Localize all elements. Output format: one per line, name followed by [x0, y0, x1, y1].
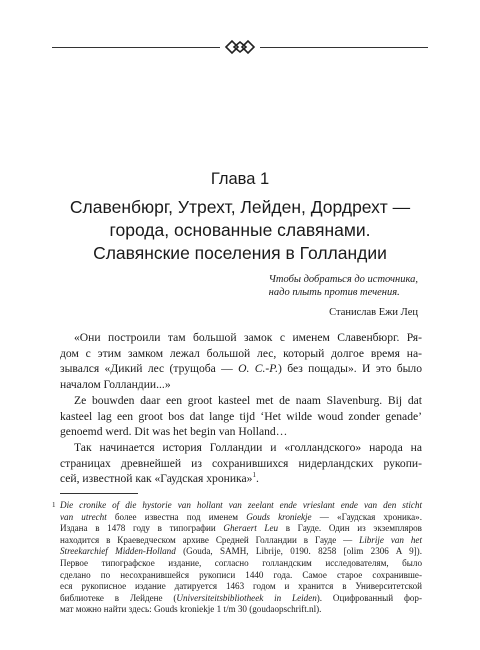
- footnote-line: мат можно найти здесь: Gouds kroniekje 1 t/m 30 (goudaopschrift.nl).: [60, 604, 322, 615]
- footnote-reference[interactable]: 1: [252, 471, 256, 480]
- footnote-line: Streekarchief Midden-Holland (Gouda, SAMH, Librije, 0190. 8258 [olim 2306 A 9]).: [60, 546, 422, 557]
- chapter-title-line: Славенбюрг, Утрехт, Лейден, Дордрехт —: [69, 197, 411, 217]
- footnote-line: Издана в 1478 году в типографии Gheraert Leu в Гауде. Один из экземпляров: [60, 523, 422, 534]
- text-line: началом Голландии...»: [60, 377, 171, 391]
- footnote-line: сделано по несохранившейся рукописи 1440 года. Самое старое сохранивше-: [60, 569, 422, 580]
- footnote-mark: 1: [52, 501, 56, 509]
- text-line: зывался «Дикий лес (трущоба — О. С.-Р.) без пощады». И это было: [60, 362, 422, 376]
- epigraph: [269, 273, 418, 299]
- text-line: дом с этим замком лежал большой лес, который долгое время на-: [60, 346, 422, 360]
- footnote-line: еся рукописное издание датируется 1463 годом и хранится в Университетской: [60, 581, 422, 592]
- paragraph-quote-dutch: [60, 393, 422, 440]
- text-line: kasteel lag een groot bos dat lange tijd ‘Het wilde woud zonder genade’: [60, 409, 422, 423]
- chapter-title-line: города, основанные славянами.: [109, 220, 371, 240]
- paragraph-quote-russian: [60, 330, 422, 392]
- text-line: Ze bouwden daar een groot kasteel met de naam Slavenburg. Bij dat: [74, 394, 422, 407]
- chapter-title: [40, 196, 440, 265]
- epigraph-line: надо плыть против течения.: [268, 287, 400, 298]
- text-line: «Они построили там большой замок с именем Славенбюрг. Ря-: [74, 331, 422, 344]
- epigraph-line: Чтобы добраться до источника,: [268, 274, 418, 285]
- footnote-line: Die cronike of die hystorie van hollant van zeelant ende vrieslant ende van den sticht: [60, 500, 422, 510]
- chapter-title-line: Славянские поселения в Голландии: [93, 243, 387, 263]
- text-line: Так начинается история Голландии и «голландского» народа на: [74, 441, 422, 454]
- footnote-line: находится в Краеведческом архиве Средней Голландии в Гауде — Librije van het: [60, 534, 422, 545]
- chapter-label: Глава 1: [210, 170, 270, 188]
- text-line: страницах древнейшей из сохранившихся нидерландских рукопи-: [60, 456, 422, 470]
- footnote-rule: [60, 493, 138, 494]
- footnote-line: библиотеке в Лейдене (Universiteitsbibliotheek in Leiden). Оцифрованный фор-: [60, 592, 422, 603]
- text-line: сей, известной как «Гаудская хроника»$^1$.: [60, 471, 259, 486]
- header-rule-right: [260, 47, 428, 48]
- footnote: [52, 500, 423, 616]
- editor-initials: О. С.-Р.: [238, 362, 279, 376]
- paragraph-history: [60, 440, 422, 487]
- text-line: genoemd werd. Dit was het begin van Holland…: [60, 425, 288, 439]
- footnote-line: Первое типографское издание, согласно голландским исследователям, было: [60, 557, 422, 568]
- epigraph-author: Станислав Ежи Лец: [329, 307, 418, 318]
- header-rule-left: [52, 47, 220, 48]
- knot-ornament-icon: [224, 39, 256, 55]
- footnote-line: van utrecht более известна под именем Gouds kroniekje — «Гаудская хроника».: [60, 511, 423, 522]
